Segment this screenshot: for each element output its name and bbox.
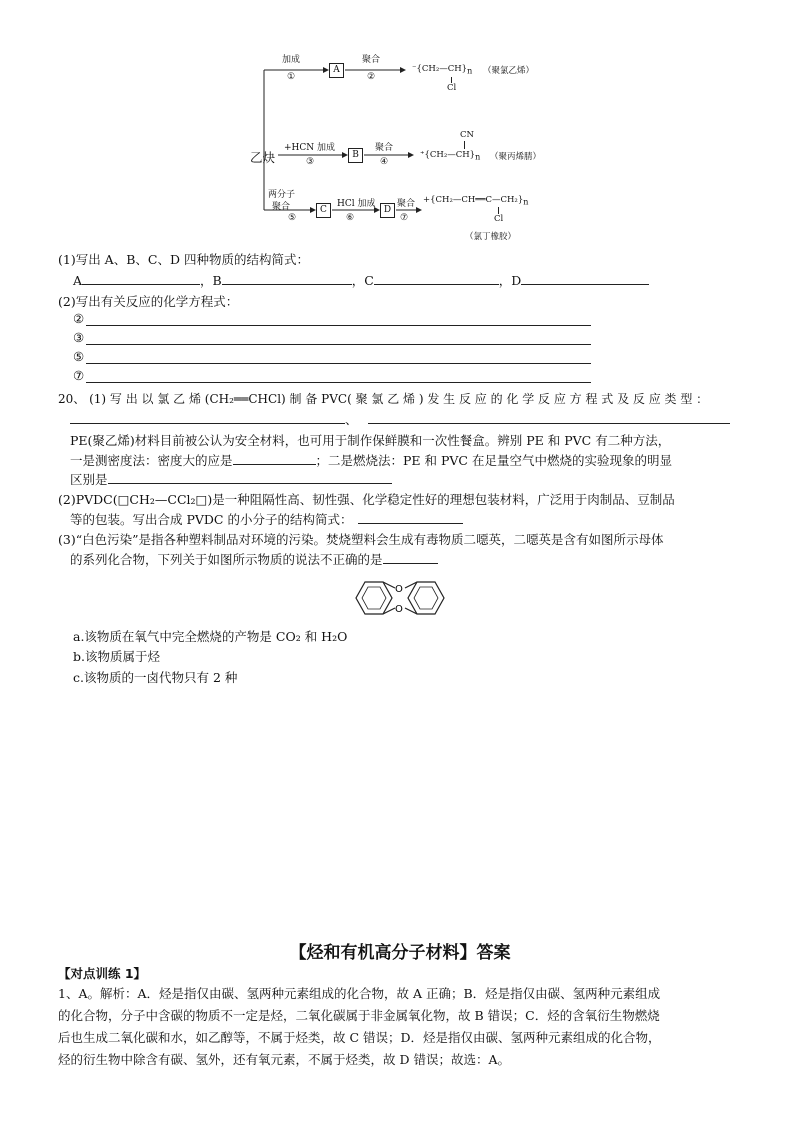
row3-step2: 聚合 [397, 199, 416, 209]
box-B: B [348, 148, 363, 163]
answer-line-1: 1、A。解析：A．烃是指仅由碳、氢两种元素组成的化合物，故 A 正确；B．烃是指仅由碳、氢两种元素组成 [58, 986, 661, 1001]
start-acetylene: 乙炔 [250, 150, 276, 165]
q20-blank-eq1[interactable] [70, 423, 345, 424]
blank-choice[interactable] [383, 551, 438, 564]
row3-step0b: 聚合 [272, 202, 291, 212]
row1-sub: Cl [447, 83, 457, 93]
q2-item-5: ⑤ [73, 349, 85, 364]
option-b: b.该物质属于烃 [73, 649, 160, 664]
answer-line-4: 烃的衍生物中除含有碳、氢外，还有氧元素，不属于烃类，故 D 错误；故选：A。 [58, 1052, 510, 1067]
blank-d[interactable] [521, 272, 649, 285]
q2-item-2: ② [73, 311, 85, 326]
row1-product: $^-\{CH_2—CH\}_n$ [412, 64, 473, 76]
svg-text:O: O [395, 604, 403, 615]
row3-product-name: （氯丁橡胶） [465, 232, 517, 242]
blank-pvdc[interactable] [358, 511, 463, 524]
row1-step1: 加成 [282, 55, 301, 65]
row3-product: $+\{CH_2—CH══C—CH_2\}_n$ [423, 195, 529, 207]
q1-text: (1)写出 A、B、C、D 四种物质的结构简式： [58, 252, 309, 267]
q2-text: (2)写出有关反应的化学方程式： [58, 294, 239, 309]
q20-line5: 区别是 [70, 470, 392, 488]
blank-c[interactable] [374, 272, 499, 285]
row2-step1: +HCN 加成 [284, 143, 336, 153]
blank-combustion[interactable] [108, 471, 392, 484]
dioxin-structure [345, 576, 455, 626]
row2-sub-top: CN [460, 130, 474, 140]
row1-step2: 聚合 [362, 55, 381, 65]
row2-step1-num: ③ [306, 157, 315, 167]
q2-line-7[interactable] [86, 382, 591, 383]
row3-step2-num: ⑦ [400, 213, 409, 223]
box-C: C [316, 203, 331, 218]
q20-p3-line1: (3)“白色污染”是指各种塑料制品对环境的污染。焚烧塑料会生成有毒物质二噁英，二噁英是含有如图所示母体 [58, 532, 664, 547]
svg-text:O: O [395, 584, 403, 595]
option-c: c.该物质的一卤代物只有 2 种 [73, 670, 238, 685]
row3-step0-num: ⑤ [288, 213, 297, 223]
answer-line-2: 的化合物，分子中含碳的物质不一定是烃，二氧化碳属于非金属氧化物，故 B 错误；C．烃的含氧衍生物燃烧 [58, 1008, 660, 1023]
q20-line3: PE(聚乙烯)材料目前被公认为安全材料，也可用于制作保鲜膜和一次性餐盒。辨别 PE 和 PVC 有二种方法， [70, 433, 671, 448]
answers-section: 【对点训练 1】 [58, 966, 147, 981]
row2-product-name: （聚丙烯腈） [490, 152, 542, 162]
row3-step1: HCl 加成 [337, 199, 376, 209]
row1-product-name: （聚氯乙烯） [483, 66, 535, 76]
box-D: D [380, 203, 395, 218]
q20-sep: 、 [345, 412, 358, 427]
q20-p2-line1: (2)PVDC(□CH₂—CCl₂□)是一种阻隔性高、韧性强、化学稳定性好的理想包装材料，广泛用于肉制品、豆制品 [58, 492, 675, 507]
q20-p3-line2: 的系列化合物，下列关于如图所示物质的说法不正确的是 [70, 550, 438, 568]
q2-line-5[interactable] [86, 363, 591, 364]
row3-sub: Cl [494, 214, 504, 224]
row3-step1-num: ⑥ [346, 213, 355, 223]
q2-item-3: ③ [73, 330, 85, 345]
blank-a[interactable] [82, 272, 200, 285]
box-A: A [329, 63, 344, 78]
option-a: a.该物质在氧气中完全燃烧的产物是 CO₂ 和 H₂O [73, 629, 348, 644]
row1-step2-num: ② [367, 72, 376, 82]
row3-step0: 两分子 [268, 190, 296, 200]
answer-line-3: 后也生成二氧化碳和水，如乙醇等，不属于烃类，故 C 错误；D．烃是指仅由碳、氢两种元素组成的化合物， [58, 1030, 661, 1045]
q2-line-2[interactable] [86, 325, 591, 326]
q20-blank-eq2[interactable] [368, 423, 730, 424]
q2-line-3[interactable] [86, 344, 591, 345]
blank-density[interactable] [233, 452, 316, 465]
row2-step2: 聚合 [375, 143, 394, 153]
blank-b[interactable] [222, 272, 352, 285]
row1-step1-num: ① [287, 72, 296, 82]
q20-line4: 一是测密度法：密度大的应是 ；二是燃烧法：PE 和 PVC 在足量空气中燃烧的实验现象的明显 [70, 453, 672, 468]
row2-step2-num: ④ [380, 157, 389, 167]
q20-line1: 20、 (1) 写 出 以 氯 乙 烯 (CH₂══CHCl) 制 备 PVC( 聚 氯 乙 烯 ) 发 生 反 应 的 化 学 反 应 方 程 式 及 反 应 类 型 ： [58, 392, 709, 406]
q20-p2-line2: 等的包装。写出合成 PVDC 的小分子的结构简式： [70, 510, 463, 528]
reaction-scheme [250, 55, 550, 245]
row2-product: $^+\{CH_2—CH\}_n$ [420, 150, 481, 162]
answers-title: 【烃和有机高分子材料】答案 [289, 943, 511, 963]
q1-blanks: A ，B ，C ，D [73, 271, 649, 289]
q2-item-7: ⑦ [73, 368, 85, 383]
